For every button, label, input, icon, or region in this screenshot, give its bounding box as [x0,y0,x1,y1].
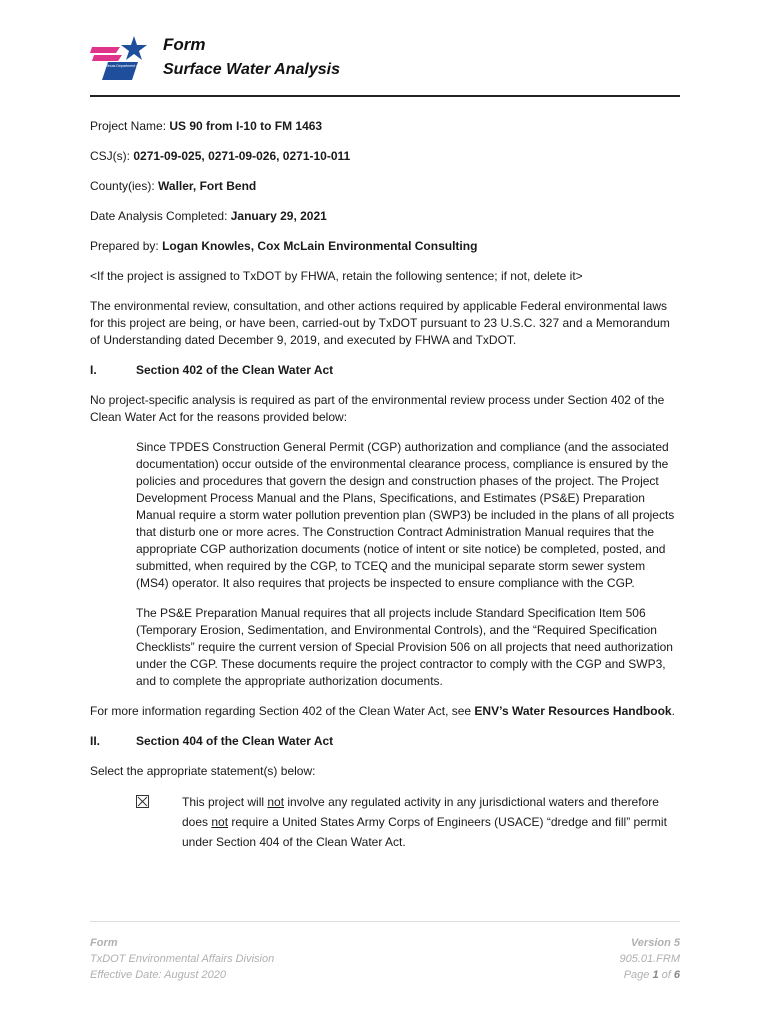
prepared-by-value: Logan Knowles, Cox McLain Environmental Consulting [162,239,478,253]
section-1-more-info [90,703,680,720]
project-name-label: Project Name: [90,119,167,133]
no-404-permit-checkbox[interactable] [136,795,149,808]
footer-effective-date: Effective Date: August 2020 [90,969,226,981]
fhwa-statement: The environmental review, consultation, and other actions required by applicable Federal environmental laws for this project are being, or have been, carried-out by TxDOT pursuant to 23 U.S.C. 327 and a Memorandum of Understanding dated December 9, 2019, and executed by FHWA and TxDOT. [90,299,670,347]
section-1-paragraph-2: The PS&E Preparation Manual requires that all projects include Standard Specification Item 506 (Temporary Erosion, Sedimentation, and Environmental Controls), and the “Required Specification Checklists” require the current version of Special Provision 506 on all projects that need authorization under the CGP. These documents require the project contractor to comply with the CGP and SWP3, and to complete the appropriate authorization documents. [136,606,673,688]
county-value: Waller, Fort Bend [158,179,257,193]
txdot-logo [90,34,164,84]
more-info-suffix: . [671,704,675,718]
section-1-title: Section 402 of the Clean Water Act [136,363,334,377]
statement-part: involve any regulated activity in any jurisdictional waters and therefore does [182,795,659,829]
section-1-number: I. [90,363,97,377]
section-404-option-1 [136,793,680,852]
section-1-heading [90,362,680,379]
statement-part: require a United States Army Corps of Engineers (USACE) “dredge and fill” permit under Section 404 of the Clean Water Act. [182,815,667,849]
page-current: 1 [652,969,659,981]
statement-emphasis: not [267,795,285,809]
more-info-prefix: For more information regarding Section 402 of the Clean Water Act, see [90,704,475,718]
header-divider [90,95,680,97]
footer-division: TxDOT Environmental Affairs Division [90,953,275,965]
section-2-heading [90,733,680,750]
footer-version: Version 5 [630,937,680,949]
csj-value: 0271-09-025, 0271-09-026, 0271-10-011 [133,149,351,163]
date-value: January 29, 2021 [230,209,327,223]
county-field [90,178,680,195]
form-label: Form [163,35,206,54]
footer-divider [90,921,680,922]
project-name-field [90,118,680,135]
footer-form-label: Form [90,937,118,949]
prepared-by-label: Prepared by: [90,239,159,253]
document-body [90,118,680,852]
footer-form-number: 905.01.FRM [619,953,680,965]
statement-part: This project will [182,795,268,809]
footer-right [619,935,680,983]
form-title: Surface Water Analysis [163,61,340,78]
section-2-title: Section 404 of the Clean Water Act [136,734,334,748]
date-field [90,208,680,225]
water-resources-handbook-link[interactable]: ENV’s Water Resources Handbook [474,704,672,718]
page-prefix: Page [623,969,653,981]
date-label: Date Analysis Completed: [90,209,228,223]
fhwa-instruction: <If the project is assigned to TxDOT by FHWA, retain the following sentence; if not, delete it> [90,269,583,283]
section-2-number: II. [90,734,101,748]
section-1-paragraph-1: Since TPDES Construction General Permit (CGP) authorization and compliance (and the associated documentation) occur outside of the environmental clearance process, compliance is ensured by the policies and procedures that govern the design and construction phases of the project. The Project Development Process Manual and the Plans, Specifications, and Estimates (PS&E) Preparation Manual require a storm water pollution prevention plan (SWP3) be included in the plans of all projects that disturb one or more acres. The Construction Contract Administration Manual requires that the appropriate CGP authorization documents (notice of intent or site notice) be completed, posted, and submitted, when required by the CGP, to TCEQ and the municipal separate storm sewer system (MS4) operator. It also requires that projects be inspected to ensure compliance with the CGP. [136,440,675,590]
county-label: County(ies): [90,179,155,193]
prepared-by-field [90,238,680,255]
csj-label: CSJ(s): [90,149,130,163]
statement-emphasis: not [211,815,229,829]
checkmark-x-icon [137,796,148,807]
no-404-permit-statement [182,792,680,852]
logo-text: Texas Department of Transportation [106,64,164,68]
section-2-intro: Select the appropriate statement(s) below: [90,764,316,778]
page-total: 6 [673,969,680,981]
footer-left [90,935,274,983]
section-1-intro: No project-specific analysis is required as part of the environmental review process under Section 402 of the Clean Water Act for the reasons provided below: [90,393,665,424]
page-of: of [658,969,674,981]
project-name-value: US 90 from I-10 to FM 1463 [169,119,323,133]
footer-page-number [619,967,680,983]
csj-field [90,148,680,165]
